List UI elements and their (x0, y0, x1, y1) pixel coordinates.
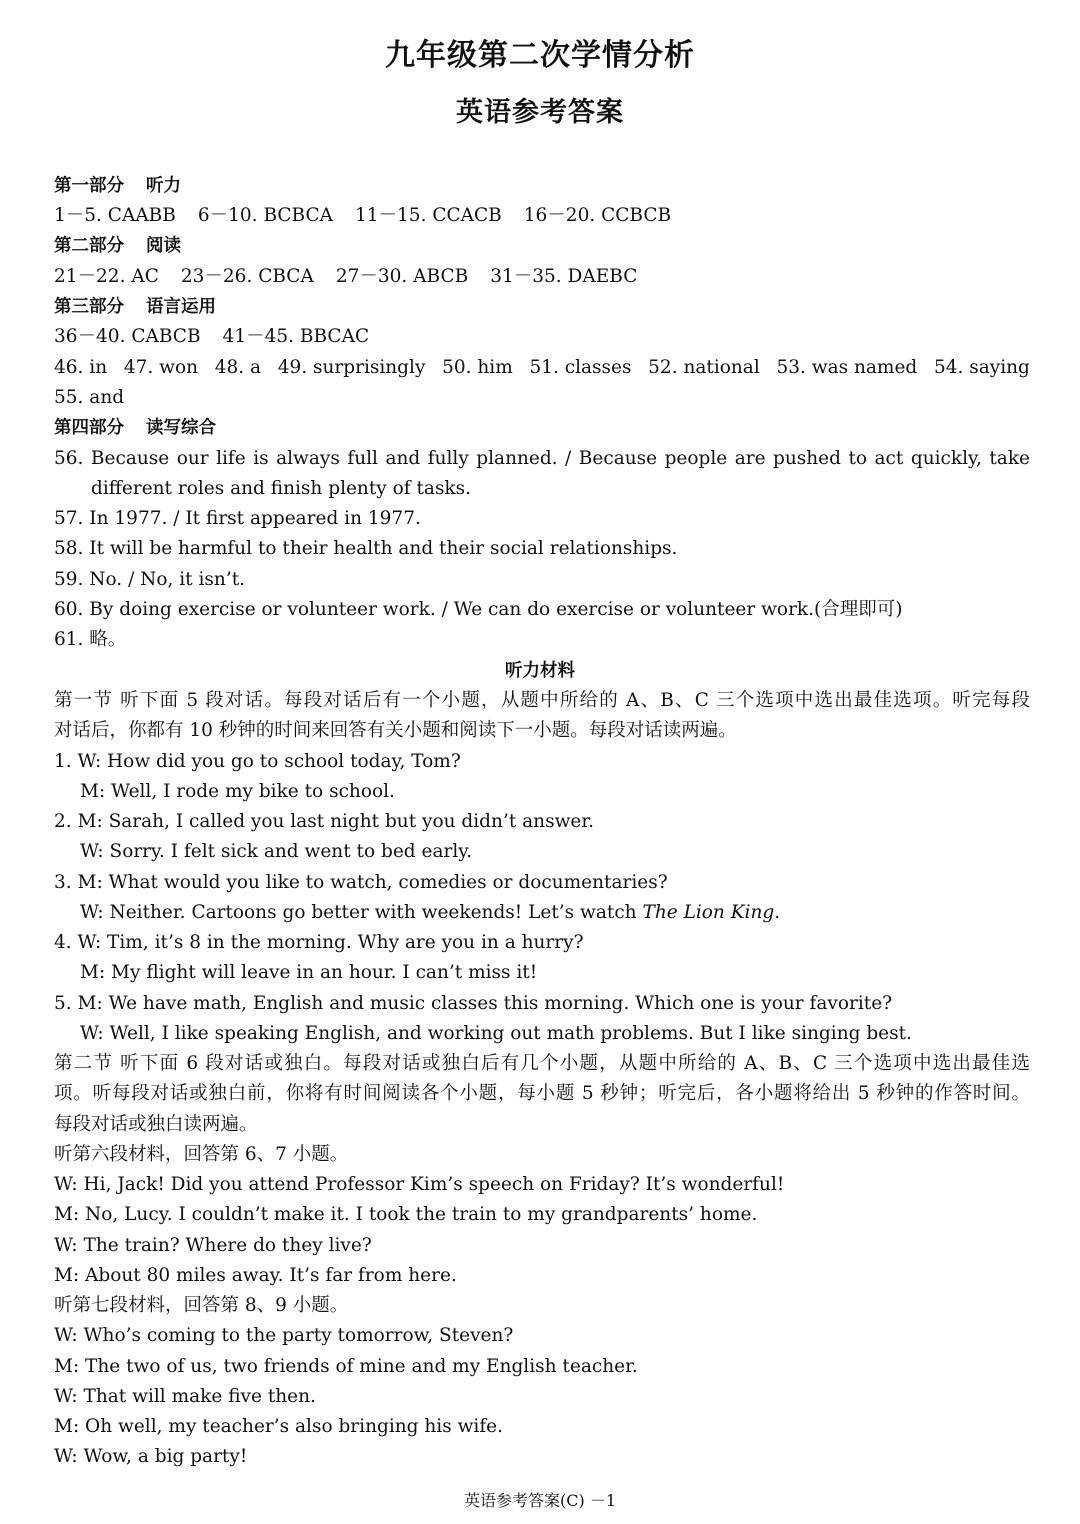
dialogue-line: W: That will make five then. (54, 1386, 316, 1407)
part3-name: 语言运用 (146, 297, 216, 317)
answer-group: 11－15. CCACB (355, 205, 502, 226)
answer-group: 27－30. ABCB (335, 266, 469, 287)
answer-group: 21－22. AC (54, 266, 159, 287)
page-footer: 英语参考答案(C) －1 (464, 1491, 616, 1510)
dialogue-line: M: My flight will leave in an hour. I can’t miss it! (80, 962, 538, 983)
answer-q58: 58. It will be harmful to their health and their social relationships. (54, 538, 678, 559)
page-subtitle: 英语参考答案 (456, 97, 624, 128)
dialogue-line: 2. M: Sarah, I called you last night but you didn’t answer. (54, 811, 595, 832)
answer-group: 16－20. CCBCB (523, 205, 672, 226)
answer-group: 31－35. DAEBC (490, 266, 638, 287)
answer-group: 1－5. CAABB (54, 205, 176, 226)
dialogue-line: M: Oh well, my teacher’s also bringing his wife. (54, 1416, 504, 1437)
dialogue-line: M: Well, I rode my bike to school. (80, 781, 395, 802)
answer-q57: 57. In 1977. / It first appeared in 1977. (54, 508, 421, 529)
part4-label: 第四部分 (54, 418, 124, 438)
dialogue-line: M: The two of us, two friends of mine and my English teacher. (54, 1356, 638, 1377)
part1-answers (54, 201, 1030, 231)
dialogue-line: W: The train? Where do they live? (54, 1235, 372, 1256)
answer-item: 54. saying (933, 357, 1030, 378)
dialogue-line: M: About 80 miles away. It’s far from here. (54, 1265, 457, 1286)
dialogue-line: 4. W: Tim, it’s 8 in the morning. Why are you in a hurry? (54, 932, 584, 953)
section1-instructions-line1: 第一节 听下面 5 段对话。每段对话后有一个小题，从题中所给的 A、B、C 三个选项中选出最佳选项。听完每段 (54, 690, 1030, 711)
part3-label: 第三部分 (54, 297, 124, 317)
answer-item: 51. classes (529, 357, 632, 378)
listening-heading: 听力材料 (505, 661, 575, 681)
dialogue-line: 5. M: We have math, English and music classes this morning. Which one is your favorite? (54, 993, 893, 1014)
section2-instructions-line2: 项。听每段对话或独白前，你将有时间阅读各个小题，每小题 5 秒钟；听完后，各小题将给出 5 秒钟的作答时间。 (54, 1083, 1030, 1104)
part2-heading (54, 231, 1030, 261)
answer-q61: 61. 略。 (54, 629, 127, 650)
page-title: 九年级第二次学情分析 (385, 38, 695, 73)
dialogue-line: W: Sorry. I felt sick and went to bed early. (80, 841, 473, 862)
answer-q59: 59. No. / No, it isn’t. (54, 569, 246, 590)
dialogue-line (80, 898, 1030, 928)
answer-item: 48. a (214, 357, 262, 378)
answer-item: 52. national (648, 357, 760, 378)
part2-label: 第二部分 (54, 236, 124, 256)
part3-answers-b (54, 353, 1030, 383)
part3-heading (54, 292, 1030, 322)
answer-item: 46. in (54, 357, 108, 378)
answer-item: 55. and (54, 387, 125, 408)
material7-intro: 听第七段材料，回答第 8、9 小题。 (54, 1295, 349, 1316)
part4-name: 读写综合 (146, 418, 216, 438)
dialogue-line: W: Wow, a big party! (54, 1446, 248, 1467)
part2-name: 阅读 (146, 236, 181, 256)
answer-item: 49. surprisingly (277, 357, 426, 378)
dialogue-line: W: Who’s coming to the party tomorrow, Steven? (54, 1325, 514, 1346)
dialogue-line: M: No, Lucy. I couldn’t make it. I took the train to my grandparents’ home. (54, 1204, 758, 1225)
part3-answers-a (54, 322, 1030, 352)
dialogue-text: . (774, 902, 781, 923)
dialogue-line: W: Well, I like speaking English, and working out math problems. But I like singing best. (80, 1023, 912, 1044)
part1-label: 第一部分 (54, 176, 124, 196)
section2-instructions-line3: 每段对话或独白读两遍。 (54, 1114, 258, 1135)
answer-group: 23－26. CBCA (180, 266, 314, 287)
part4-heading (54, 413, 1030, 443)
answer-q56-line1: 56. Because our life is always full and fully planned. / Because people are pushed to act quickly, take (54, 448, 1030, 469)
movie-title: The Lion King (642, 902, 775, 923)
answer-group: 6－10. BCBCA (197, 205, 333, 226)
dialogue-line: 1. W: How did you go to school today, Tom? (54, 751, 461, 772)
answer-q56-line2: different roles and finish plenty of tasks. (91, 478, 472, 499)
answer-group: 36－40. CABCB (54, 326, 201, 347)
section2-instructions-line1: 第二节 听下面 6 段对话或独白。每段对话或独白后有几个小题，从题中所给的 A、B、C 三个选项中选出最佳选 (54, 1053, 1030, 1074)
dialogue-line: 3. M: What would you like to watch, comedies or documentaries? (54, 872, 668, 893)
answer-item: 50. him (442, 357, 513, 378)
part1-name: 听力 (146, 176, 181, 196)
dialogue-text: W: Neither. Cartoons go better with weekends! Let’s watch (80, 902, 643, 923)
answer-q60: 60. By doing exercise or volunteer work. / We can do exercise or volunteer work.(合理即可) (54, 599, 903, 620)
answer-item: 53. was named (776, 357, 918, 378)
part1-heading (54, 171, 1030, 201)
material6-intro: 听第六段材料，回答第 6、7 小题。 (54, 1144, 349, 1165)
answer-item: 47. won (123, 357, 199, 378)
dialogue-line: W: Hi, Jack! Did you attend Professor Kim’s speech on Friday? It’s wonderful! (54, 1174, 785, 1195)
answer-group: 41－45. BBCAC (222, 326, 370, 347)
section1-instructions-line2: 对话后，你都有 10 秒钟的时间来回答有关小题和阅读下一小题。每段对话读两遍。 (54, 720, 737, 741)
part2-answers (54, 262, 1030, 292)
